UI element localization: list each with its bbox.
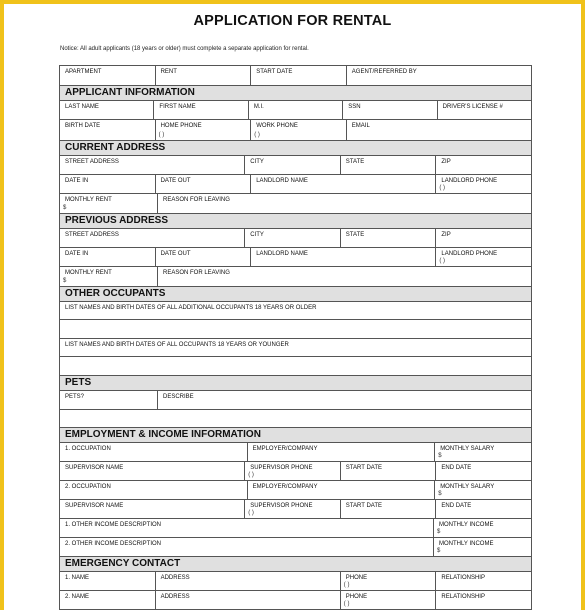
currency-symbol: $ xyxy=(437,548,441,554)
field-label: MONTHLY SALARY xyxy=(440,446,495,452)
field-label: RENT xyxy=(160,69,177,75)
field-label: BIRTH DATE xyxy=(65,123,101,129)
field-monthly-rent[interactable] xyxy=(60,194,157,213)
field-reason-for-leaving[interactable] xyxy=(157,267,531,286)
field-rent[interactable] xyxy=(155,66,251,85)
section-header-emergency-contact: EMERGENCY CONTACT xyxy=(60,556,531,571)
field-city[interactable] xyxy=(244,229,340,247)
field-start-date[interactable] xyxy=(340,500,436,518)
field-label: RELATIONSHIP xyxy=(441,575,485,581)
form-row xyxy=(60,590,531,609)
field-label: SUPERVISOR PHONE xyxy=(250,465,313,471)
field-label: 1. NAME xyxy=(65,575,90,581)
field-m-i[interactable] xyxy=(248,101,342,119)
field-apartment[interactable] xyxy=(60,66,155,85)
field-zip[interactable] xyxy=(435,156,531,174)
field-label: SSN xyxy=(348,104,361,110)
field-label: CITY xyxy=(250,159,264,165)
field-state[interactable] xyxy=(340,156,436,174)
form-row xyxy=(60,571,531,590)
field-label: MONTHLY INCOME xyxy=(439,541,494,547)
field-landlord-phone[interactable] xyxy=(435,175,531,193)
field-label: 2. OTHER INCOME DESCRIPTION xyxy=(65,541,162,547)
form-row xyxy=(60,228,531,247)
form-row xyxy=(60,266,531,286)
form-row xyxy=(60,499,531,518)
currency-symbol: $ xyxy=(438,453,442,459)
field-1-name[interactable] xyxy=(60,572,155,590)
field-ssn[interactable] xyxy=(342,101,436,119)
field-home-phone[interactable] xyxy=(155,120,251,140)
field-label: REASON FOR LEAVING xyxy=(163,270,230,276)
form-row xyxy=(60,193,531,213)
form-row xyxy=(60,119,531,140)
field-label: PHONE xyxy=(345,594,368,600)
field-list-names-and-birth-dates-of-all-occupa[interactable]: LIST NAMES AND BIRTH DATES OF ALL OCCUPANTS 18 YEARS OR YOUNGER xyxy=(60,338,531,356)
field-supervisor-name[interactable] xyxy=(60,500,244,518)
field-label: FIRST NAME xyxy=(159,104,196,110)
field-end-date[interactable] xyxy=(435,462,531,480)
field-date-out[interactable] xyxy=(155,175,251,193)
rental-application-form xyxy=(59,65,532,610)
section-header-previous-address: PREVIOUS ADDRESS xyxy=(60,213,531,228)
field-monthly-salary[interactable] xyxy=(434,481,531,499)
currency-symbol: $ xyxy=(63,278,67,284)
form-row xyxy=(60,247,531,266)
form-row xyxy=(60,518,531,537)
form-row xyxy=(60,461,531,480)
field-label: MONTHLY RENT xyxy=(65,270,112,276)
field-driver-s-license[interactable] xyxy=(437,101,531,119)
field-label: APARTMENT xyxy=(65,69,102,75)
blank-entry-row[interactable] xyxy=(60,319,531,338)
field-monthly-income[interactable] xyxy=(433,538,531,556)
field-label: STREET ADDRESS xyxy=(65,232,119,238)
form-row xyxy=(60,155,531,174)
field-describe[interactable] xyxy=(157,391,531,409)
field-birth-date[interactable] xyxy=(60,120,155,140)
field-2-other-income-description[interactable] xyxy=(60,538,433,556)
field-label: STATE xyxy=(345,232,365,238)
field-supervisor-phone[interactable] xyxy=(244,462,340,480)
field-supervisor-name[interactable] xyxy=(60,462,244,480)
field-address[interactable] xyxy=(155,572,340,590)
field-label: START DATE xyxy=(345,503,383,509)
field-label: DESCRIBE xyxy=(163,394,194,400)
field-supervisor-phone[interactable] xyxy=(244,500,340,518)
field-city[interactable] xyxy=(244,156,340,174)
blank-entry-row[interactable] xyxy=(60,409,531,427)
field-label: END DATE xyxy=(441,503,472,509)
field-label: PETS? xyxy=(65,394,85,400)
field-1-other-income-description[interactable] xyxy=(60,519,433,537)
field-label: DATE OUT xyxy=(160,178,191,184)
phone-area-code: ( ) xyxy=(439,185,446,191)
currency-symbol: $ xyxy=(63,205,67,211)
section-header-pets: PETS xyxy=(60,375,531,390)
field-start-date[interactable] xyxy=(250,66,346,85)
field-label: DATE OUT xyxy=(160,251,191,257)
field-label: SUPERVISOR NAME xyxy=(65,465,124,471)
currency-symbol: $ xyxy=(438,491,442,497)
field-agent-referred-by[interactable] xyxy=(346,66,531,85)
field-label: STREET ADDRESS xyxy=(65,159,119,165)
field-start-date[interactable] xyxy=(340,462,436,480)
field-label: MONTHLY SALARY xyxy=(440,484,495,490)
field-date-in[interactable] xyxy=(60,248,155,266)
field-landlord-name[interactable] xyxy=(250,248,435,266)
field-label: ADDRESS xyxy=(160,575,190,581)
field-label: SUPERVISOR PHONE xyxy=(250,503,313,509)
field-relationship[interactable] xyxy=(435,591,531,609)
field-label: MONTHLY INCOME xyxy=(439,522,494,528)
field-label: LANDLORD NAME xyxy=(256,251,308,257)
field-label: LAST NAME xyxy=(65,104,99,110)
field-monthly-income[interactable] xyxy=(433,519,531,537)
section-header-other-occupants: OTHER OCCUPANTS xyxy=(60,286,531,301)
field-street-address[interactable] xyxy=(60,156,244,174)
field-label: MONTHLY RENT xyxy=(65,197,112,203)
field-label: LANDLORD PHONE xyxy=(441,178,498,184)
field-employer-company[interactable] xyxy=(247,443,435,461)
currency-symbol: $ xyxy=(437,529,441,535)
form-row xyxy=(60,100,531,119)
blank-entry-row[interactable] xyxy=(60,356,531,375)
document-title: APPLICATION FOR RENTAL xyxy=(193,13,392,29)
field-list-names-and-birth-dates-of-all-additi[interactable]: LIST NAMES AND BIRTH DATES OF ALL ADDITIONAL OCCUPANTS 18 YEARS OR OLDER xyxy=(60,301,531,319)
phone-area-code: ( ) xyxy=(158,132,165,138)
field-phone[interactable] xyxy=(340,572,436,590)
field-label: 1. OCCUPATION xyxy=(65,446,111,452)
field-label: AGENT/REFERRED BY xyxy=(351,69,417,75)
field-last-name[interactable] xyxy=(60,101,153,119)
notice-text: Notice: All adult applicants (18 years or older) must complete a separate application for rental. xyxy=(60,46,309,52)
field-zip[interactable] xyxy=(435,229,531,247)
form-row xyxy=(60,480,531,499)
field-label: STATE xyxy=(345,159,365,165)
field-label: EMPLOYER/COMPANY xyxy=(252,446,318,452)
field-date-in[interactable] xyxy=(60,175,155,193)
form-row xyxy=(60,390,531,409)
field-label: CITY xyxy=(250,232,264,238)
field-2-name[interactable] xyxy=(60,591,155,609)
field-label: START DATE xyxy=(345,465,383,471)
field-label: DATE IN xyxy=(65,251,89,257)
field-reason-for-leaving[interactable] xyxy=(157,194,531,213)
phone-area-code: ( ) xyxy=(254,132,260,138)
field-label: RELATIONSHIP xyxy=(441,594,485,600)
field-label: START DATE xyxy=(256,69,293,75)
field-label: EMPLOYER/COMPANY xyxy=(252,484,318,490)
form-row xyxy=(60,174,531,193)
section-header-current-address: CURRENT ADDRESS xyxy=(60,140,531,155)
field-label: 2. OCCUPATION xyxy=(65,484,111,490)
field-landlord-phone[interactable] xyxy=(435,248,531,266)
field-label: LANDLORD PHONE xyxy=(441,251,498,257)
field-end-date[interactable] xyxy=(435,500,531,518)
field-label: DATE IN xyxy=(65,178,89,184)
field-label: WORK PHONE xyxy=(256,123,298,129)
section-header-applicant-information: APPLICANT INFORMATION xyxy=(60,85,531,100)
field-street-address[interactable] xyxy=(60,229,244,247)
field-landlord-name[interactable] xyxy=(250,175,435,193)
field-monthly-salary[interactable] xyxy=(434,443,531,461)
field-phone[interactable] xyxy=(340,591,436,609)
field-label: HOME PHONE xyxy=(160,123,202,129)
field-label: ZIP xyxy=(441,159,451,165)
field-label: EMAIL xyxy=(351,123,370,129)
field-label: 2. NAME xyxy=(65,594,90,600)
field-relationship[interactable] xyxy=(435,572,531,590)
field-label: END DATE xyxy=(441,465,472,471)
field-label: SUPERVISOR NAME xyxy=(65,503,124,509)
field-monthly-rent[interactable] xyxy=(60,267,157,286)
section-header-employment-income-information: EMPLOYMENT & INCOME INFORMATION xyxy=(60,427,531,442)
field-label: LANDLORD NAME xyxy=(256,178,308,184)
field-label: ADDRESS xyxy=(160,594,190,600)
phone-area-code: ( ) xyxy=(439,258,446,264)
phone-area-code: ( ) xyxy=(248,472,254,478)
field-pets[interactable] xyxy=(60,391,157,409)
field-1-occupation[interactable] xyxy=(60,443,247,461)
field-label: M.I. xyxy=(253,104,264,110)
field-address[interactable] xyxy=(155,591,340,609)
field-label: ZIP xyxy=(441,232,451,238)
field-label: 1. OTHER INCOME DESCRIPTION xyxy=(65,522,162,528)
field-label: REASON FOR LEAVING xyxy=(163,197,230,203)
field-label: DRIVER'S LICENSE # xyxy=(442,104,503,110)
field-employer-company[interactable] xyxy=(247,481,435,499)
form-row xyxy=(60,65,531,85)
field-date-out[interactable] xyxy=(155,248,251,266)
phone-area-code: ( ) xyxy=(248,510,254,516)
field-label: PHONE xyxy=(345,575,368,581)
field-first-name[interactable] xyxy=(153,101,247,119)
field-state[interactable] xyxy=(340,229,436,247)
form-row xyxy=(60,442,531,461)
form-row xyxy=(60,537,531,556)
field-email[interactable] xyxy=(346,120,531,140)
phone-area-code: ( ) xyxy=(343,601,350,607)
field-work-phone[interactable] xyxy=(250,120,346,140)
field-2-occupation[interactable] xyxy=(60,481,247,499)
phone-area-code: ( ) xyxy=(343,582,350,588)
